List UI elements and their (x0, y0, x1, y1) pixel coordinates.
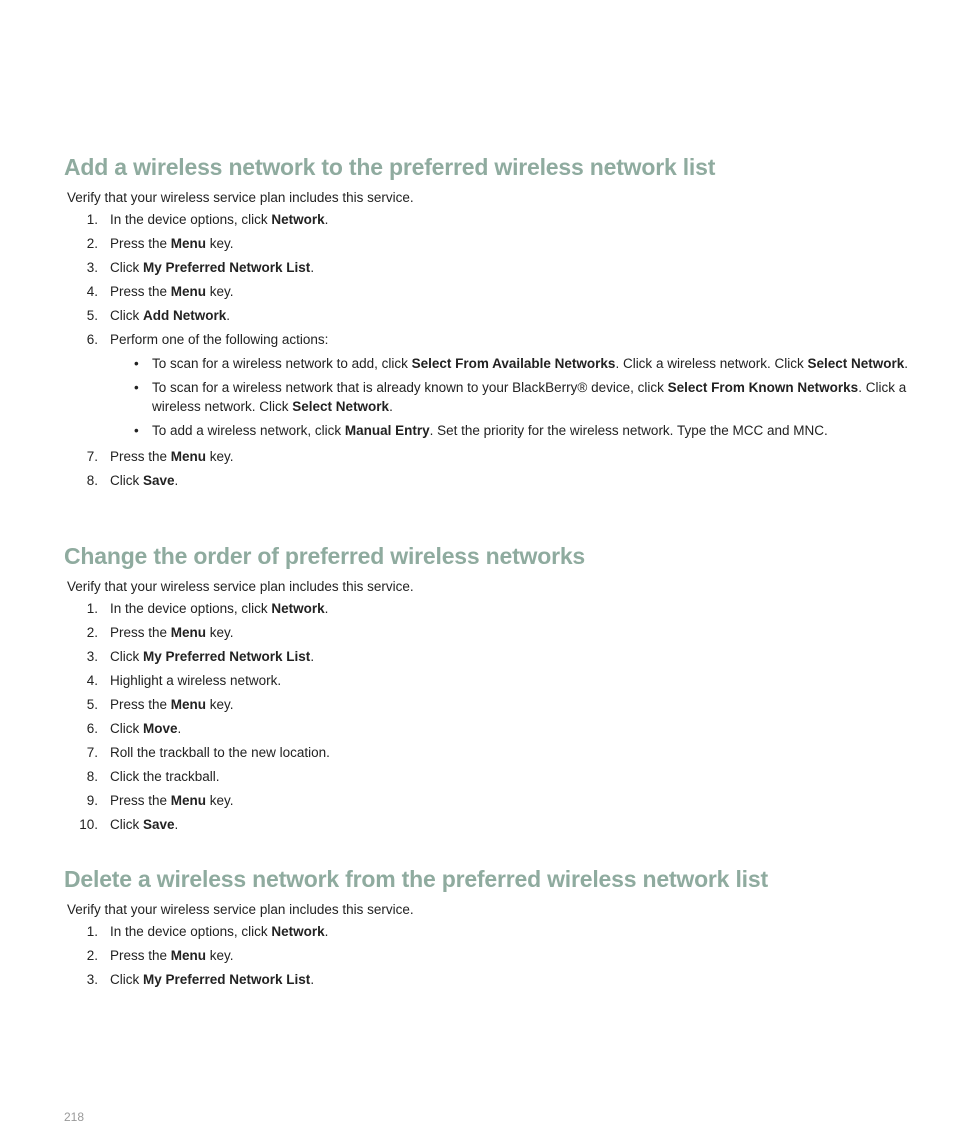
section-add-network (64, 153, 924, 496)
bold-term: My Preferred Network List (143, 260, 311, 275)
step-text: Press the Menu key. (110, 236, 234, 251)
bold-term: Add Network (143, 308, 227, 323)
step-number: 6. (86, 721, 98, 736)
step-number: 7. (86, 449, 98, 464)
step-text: Press the Menu key. (110, 625, 234, 640)
step-text: In the device options, click Network. (110, 924, 329, 939)
step-number: 8. (86, 473, 98, 488)
step-number: 3. (86, 649, 98, 664)
step-text: Perform one of the following actions: (110, 332, 329, 347)
bullet-icon: • (134, 380, 139, 395)
step-item (64, 648, 924, 666)
step-number: 7. (86, 745, 98, 760)
action-option-text: To scan for a wireless network to add, click Select From Available Networks. Click a wireless network. Click Select Network. (152, 356, 909, 371)
bold-term: Menu (170, 793, 207, 808)
bold-term: Menu (170, 697, 207, 712)
section-title: Delete a wireless network from the preferred wireless network list (64, 866, 768, 892)
step-item (64, 259, 924, 277)
step-item (64, 672, 924, 690)
bold-term: My Preferred Network List (143, 972, 311, 987)
section-title: Add a wireless network to the preferred wireless network list (64, 154, 716, 180)
step-number: 4. (86, 284, 98, 299)
section-intro: Verify that your wireless service plan includes this service. (67, 902, 414, 917)
step-number: 1. (86, 924, 98, 939)
step-item (64, 211, 924, 229)
step-text: Press the Menu key. (110, 697, 234, 712)
step-item (64, 331, 924, 440)
step-item (64, 720, 924, 738)
bold-term: Menu (170, 284, 207, 299)
action-options-list (110, 354, 924, 440)
step-text: Highlight a wireless network. (110, 673, 282, 688)
step-item (64, 792, 924, 810)
step-number: 5. (86, 308, 98, 323)
bold-term: Select From Known Networks (667, 380, 859, 395)
action-option-text: To add a wireless network, click Manual Entry. Set the priority for the wireless network. Type the MCC and MNC. (152, 423, 828, 438)
bold-term: Select Network (807, 356, 905, 371)
bold-term: Menu (170, 449, 207, 464)
steps-list (64, 211, 924, 490)
bold-term: Network (271, 212, 325, 227)
section-title: Change the order of preferred wireless networks (64, 543, 586, 569)
step-text: In the device options, click Network. (110, 601, 329, 616)
step-item (64, 923, 924, 941)
step-number: 2. (86, 236, 98, 251)
step-number: 6. (86, 332, 98, 347)
step-number: 4. (86, 673, 98, 688)
step-number: 1. (86, 212, 98, 227)
step-text: Click My Preferred Network List. (110, 649, 315, 664)
action-option (110, 354, 924, 373)
bold-term: Menu (170, 948, 207, 963)
step-item (64, 768, 924, 786)
bold-term: Manual Entry (344, 423, 430, 438)
step-item (64, 624, 924, 642)
step-text: Roll the trackball to the new location. (110, 745, 330, 760)
bold-term: Save (143, 473, 175, 488)
step-number: 9. (86, 793, 98, 808)
action-option-text: To scan for a wireless network that is already known to your BlackBerry® device, click Select From Known Networks. Click a wireless network. Click Select Network. (152, 380, 907, 414)
step-text: Click Save. (110, 817, 179, 832)
action-option (110, 421, 924, 440)
bold-term: Network (271, 924, 325, 939)
step-number: 2. (86, 948, 98, 963)
section-delete-network (64, 865, 924, 995)
steps-list (64, 923, 924, 989)
action-option (110, 378, 924, 416)
step-text: Click Move. (110, 721, 182, 736)
bold-term: Network (271, 601, 325, 616)
bold-term: Move (143, 721, 178, 736)
step-number: 5. (86, 697, 98, 712)
step-item (64, 235, 924, 253)
step-number: 10. (79, 817, 98, 832)
step-text: Press the Menu key. (110, 793, 234, 808)
bullet-icon: • (134, 356, 139, 371)
page-number: 218 (64, 1110, 85, 1124)
step-text: Press the Menu key. (110, 449, 234, 464)
step-text: Click My Preferred Network List. (110, 260, 315, 275)
section-intro: Verify that your wireless service plan includes this service. (67, 579, 414, 594)
bullet-icon: • (134, 423, 139, 438)
steps-list (64, 600, 924, 834)
bold-term: Menu (170, 625, 207, 640)
step-text: Press the Menu key. (110, 284, 234, 299)
step-number: 3. (86, 260, 98, 275)
step-item (64, 696, 924, 714)
step-item (64, 744, 924, 762)
bold-term: Select From Available Networks (411, 356, 616, 371)
step-text: In the device options, click Network. (110, 212, 329, 227)
step-item (64, 472, 924, 490)
step-item (64, 600, 924, 618)
step-item (64, 816, 924, 834)
step-text: Click Save. (110, 473, 179, 488)
step-item (64, 971, 924, 989)
step-item (64, 283, 924, 301)
step-number: 3. (86, 972, 98, 987)
bold-term: Select Network (292, 399, 390, 414)
step-number: 1. (86, 601, 98, 616)
step-item (64, 448, 924, 466)
step-text: Press the Menu key. (110, 948, 234, 963)
step-number: 2. (86, 625, 98, 640)
step-item (64, 307, 924, 325)
section-change-order (64, 542, 924, 840)
step-text: Click Add Network. (110, 308, 231, 323)
bold-term: Menu (170, 236, 207, 251)
section-intro: Verify that your wireless service plan includes this service. (67, 190, 414, 205)
step-text: Click the trackball. (110, 769, 220, 784)
bold-term: My Preferred Network List (143, 649, 311, 664)
bold-term: Save (143, 817, 175, 832)
step-item (64, 947, 924, 965)
step-text: Click My Preferred Network List. (110, 972, 315, 987)
step-number: 8. (86, 769, 98, 784)
